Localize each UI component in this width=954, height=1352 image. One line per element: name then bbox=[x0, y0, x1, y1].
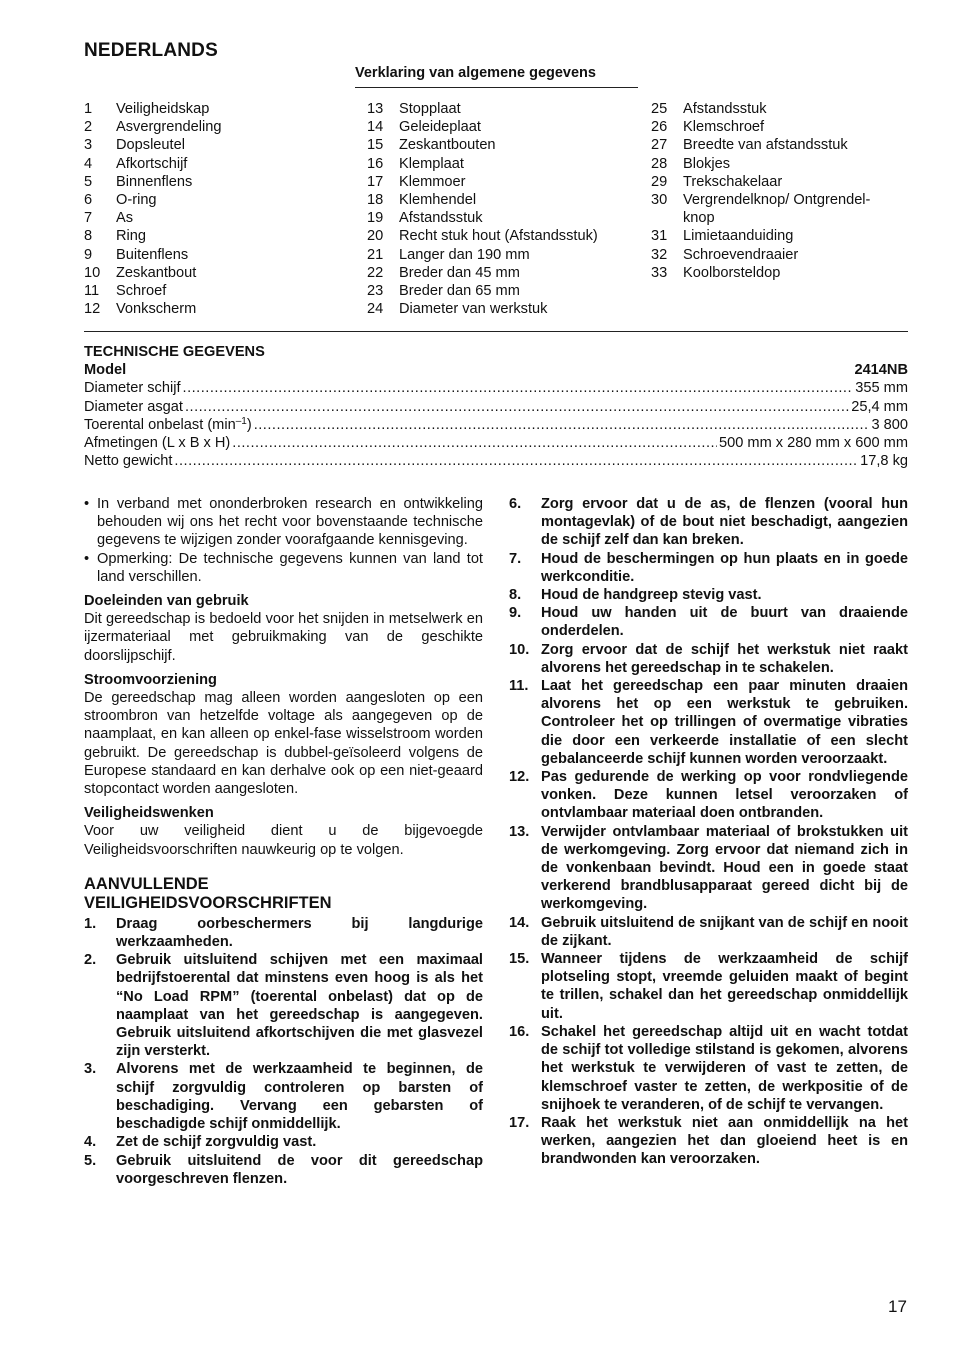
legend-item-number: 7 bbox=[84, 210, 93, 227]
spec-leader-dots bbox=[254, 416, 870, 434]
legend-item-label: Afkortschijf bbox=[116, 155, 188, 172]
safety-rule-text: Gebruik uitsluitend de voor dit gereedschap voorgeschreven flenzen. bbox=[116, 1152, 483, 1187]
legend-item-number: 30 bbox=[651, 192, 668, 209]
legend-item bbox=[651, 155, 901, 173]
safety-rule-text: Schakel het gereedschap altijd uit en wacht totdat de schijf tot volledige stilstand is gekomen, alvorens het werkstuk te verwijderen of vast te zetten, de klemschroef vaster te zetten, de werkpositie of de snijhoek te veranderen, of de schijf te vervangen. bbox=[541, 1023, 908, 1113]
legend-item-number: 11 bbox=[84, 283, 100, 300]
legend-item bbox=[84, 246, 344, 264]
safety-rule-number: 16. bbox=[509, 1023, 530, 1040]
section-text-use: Dit gereedschap is bedoeld voor het snijden in metselwerk en ijzermateriaal met gebruikmaking van de geschikte doorslijpschijf. bbox=[84, 611, 483, 664]
legend-item bbox=[84, 155, 344, 173]
legend-item bbox=[651, 246, 901, 264]
section-heading-power: Stroomvoorziening bbox=[84, 671, 217, 688]
section-divider bbox=[84, 331, 908, 332]
legend-item-label: Buitenflens bbox=[116, 246, 189, 263]
legend-item-number: 31 bbox=[651, 228, 668, 245]
legend-item-label: Zeskantbouten bbox=[399, 137, 496, 154]
legend-item-label: Geleideplaat bbox=[399, 119, 481, 136]
legend-item bbox=[367, 227, 637, 245]
legend-item bbox=[651, 264, 901, 282]
safety-rule-text: Zet de schijf zorgvuldig vast. bbox=[116, 1134, 317, 1151]
legend-item-number: 23 bbox=[367, 283, 384, 300]
legend-item-label: Limietaanduiding bbox=[683, 228, 794, 245]
legend-item bbox=[367, 282, 637, 300]
legend-item bbox=[367, 264, 637, 282]
safety-rule-text: Verwijder ontvlambaar materiaal of brokstukken uit de werkomgeving. Zorg ervoor dat niemand zich in de vonkenbaan bevindt. Houd een in goede staat verkerend brandblusapparaat gereed dicht bij de werkomgeving. bbox=[541, 823, 908, 913]
legend-item-number: 5 bbox=[84, 173, 93, 190]
safety-rule-number: 9. bbox=[509, 605, 522, 622]
spec-label: Afmetingen (L x B x H) bbox=[84, 435, 231, 452]
safety-rule-text: Houd uw handen uit de buurt van draaiende onderdelen. bbox=[541, 605, 908, 640]
spec-value: 500 mm x 280 mm x 600 mm bbox=[719, 435, 908, 452]
note-item bbox=[84, 495, 483, 550]
legend-item bbox=[367, 100, 637, 118]
legend-item-label: Veiligheidskap bbox=[116, 101, 210, 117]
legend-item bbox=[651, 136, 901, 154]
legend-item-number: 25 bbox=[651, 101, 668, 117]
safety-rule bbox=[509, 677, 908, 768]
legend-item-label: Klemplaat bbox=[399, 155, 464, 172]
legend-item-number: 3 bbox=[84, 137, 93, 154]
safety-rule-number: 10. bbox=[509, 641, 530, 658]
legend-item bbox=[651, 191, 901, 227]
legend-item-label: Schroevendraaier bbox=[683, 246, 799, 263]
legend-item bbox=[84, 136, 344, 154]
left-text-column bbox=[84, 495, 483, 1188]
legend-item-label: Binnenflens bbox=[116, 173, 193, 190]
safety-rule bbox=[509, 914, 908, 950]
safety-rule-number: 4. bbox=[84, 1134, 97, 1151]
safety-rule-text: Zorg ervoor dat u de as, de flenzen (vooral hun montagevlak) of de bout niet beschadigt, aangezien de schijf zelf dan kan breken. bbox=[541, 496, 908, 549]
bullet-icon: • bbox=[84, 550, 90, 567]
safety-rule bbox=[509, 1114, 908, 1169]
section-text-power: De gereedschap mag alleen worden aangesloten op een stroombron van hetzelfde voltage als aangegeven op de naamplaat, en kan alleen op enkel-fase wisselstroom worden gebruikt. De gereedschap is dubbel-geïsoleerd volgens de Europese standaard en kan derhalve ook op een niet-geaard stopcontact worden aangesloten. bbox=[84, 690, 483, 798]
legend-item bbox=[84, 209, 344, 227]
safety-rule bbox=[509, 550, 908, 586]
note-text: Opmerking: De technische gegevens kunnen van land tot land verschillen. bbox=[97, 550, 483, 585]
safety-rule-text: Gebruik uitsluitend schijven met een maximaal bedrijfstoerental dat minstens even hoog is als het “No Load RPM” (toerental onbelast) dat op de naamplaat van het gereedschap is aangegeven. Gebruik uitsluitend afkortschijven die met glasvezel zijn versterkt. bbox=[116, 952, 483, 1060]
legend-item-number: 1 bbox=[84, 101, 93, 117]
legend-item-number: 2 bbox=[84, 119, 93, 136]
safety-rule bbox=[509, 768, 908, 823]
safety-rule-number: 3. bbox=[84, 1061, 97, 1078]
legend-item-number: 17 bbox=[367, 173, 384, 190]
legend-item-number: 24 bbox=[367, 301, 384, 318]
safety-rule-number: 17. bbox=[509, 1114, 530, 1131]
safety-rule-number: 6. bbox=[509, 496, 522, 512]
safety-rule-number: 2. bbox=[84, 952, 97, 969]
legend-item-number: 19 bbox=[367, 210, 384, 227]
legend-item bbox=[651, 118, 901, 136]
legend-column-1 bbox=[84, 100, 344, 318]
safety-rule-text: Alvorens met de werkzaamheid te beginnen, de schijf zorgvuldig controleren op barsten of beschadiging. Vervang een gebarsten of beschadigde schijf onmiddellijk. bbox=[116, 1061, 483, 1133]
legend-item-label: Afstandsstuk bbox=[399, 210, 483, 227]
legend-item-label: Trekschakelaar bbox=[683, 173, 783, 190]
legend-item-label: Afstandsstuk bbox=[683, 101, 767, 117]
safety-rule bbox=[509, 495, 908, 550]
legend-item-number: 10 bbox=[84, 264, 101, 281]
legend-item-number: 26 bbox=[651, 119, 668, 136]
legend-item-label: Dopsleutel bbox=[116, 137, 185, 154]
legend-item bbox=[84, 118, 344, 136]
legend-item-label: O-ring bbox=[116, 192, 157, 209]
legend-item-label: Vonkscherm bbox=[116, 301, 197, 318]
legend-title: Verklaring van algemene gegevens bbox=[355, 65, 638, 88]
safety-rule-text: Houd de beschermingen op hun plaats en in goede werkconditie. bbox=[541, 550, 908, 585]
spec-value: 355 mm bbox=[855, 380, 908, 397]
legend-item-label: Klemhendel bbox=[399, 192, 477, 209]
safety-rule-number: 15. bbox=[509, 951, 530, 968]
safety-rule bbox=[84, 1152, 483, 1188]
safety-rule-text: Laat het gereedschap een paar minuten draaien alvorens het op een werkstuk te gebruiken. Controleer het op trillingen of overmatige vibraties die door een verkeerde installatie of een slecht gebalanceerde schijf kunnen worden veroorzaakt. bbox=[541, 678, 908, 767]
spec-model-row bbox=[84, 361, 908, 379]
legend-item-number: 13 bbox=[367, 101, 384, 117]
legend-item-number: 6 bbox=[84, 192, 93, 209]
right-text-column bbox=[509, 495, 908, 1169]
legend-column-3 bbox=[651, 100, 901, 282]
legend-item bbox=[84, 300, 344, 318]
page-title: NEDERLANDS bbox=[84, 40, 218, 61]
safety-rule-number: 13. bbox=[509, 823, 530, 840]
legend-item bbox=[367, 191, 637, 209]
safety-rule bbox=[509, 586, 908, 604]
safety-rule-number: 11. bbox=[509, 678, 529, 695]
legend-item-number: 32 bbox=[651, 246, 668, 263]
bullet-icon: • bbox=[84, 496, 90, 512]
legend-item bbox=[367, 300, 637, 318]
note-text: In verband met ononderbroken research en ontwikkeling behouden wij ons het recht voor bovenstaande technische gegevens te wijzigen zonder voorafgaande kennisgeving. bbox=[97, 496, 483, 549]
safety-rule bbox=[509, 823, 908, 914]
safety-rule-text: Pas gedurende de werking op voor rondvliegende vonken. Deze kunnen letsel veroorzaken of ontvlambaar materiaal doen ontbranden. bbox=[541, 769, 908, 822]
legend-item-label: Koolborsteldop bbox=[683, 264, 781, 281]
safety-rule-number: 5. bbox=[84, 1152, 97, 1169]
legend-item-number: 4 bbox=[84, 155, 93, 172]
legend-item-label: Ring bbox=[116, 228, 147, 245]
spec-leader-dots bbox=[232, 434, 717, 452]
legend-item bbox=[367, 155, 637, 173]
note-item bbox=[84, 550, 483, 586]
spec-value: 17,8 kg bbox=[860, 453, 908, 470]
legend-item-number: 9 bbox=[84, 246, 93, 263]
spec-label: Toerental onbelast $(\min^{-1})$ bbox=[84, 415, 252, 433]
spec-row bbox=[84, 379, 908, 397]
section-text-safety: Voor uw veiligheid dient u de bijgevoegde Veiligheidsvoorschriften nauwkeurig op te volgen. bbox=[84, 823, 483, 858]
legend-item bbox=[84, 191, 344, 209]
specs-title: TECHNISCHE GEGEVENS bbox=[84, 344, 265, 360]
safety-rule-number: 8. bbox=[509, 587, 522, 604]
safety-rule bbox=[509, 641, 908, 677]
section-heading-safety: Veiligheidswenken bbox=[84, 805, 214, 822]
legend-item bbox=[367, 118, 637, 136]
spec-row bbox=[84, 434, 908, 452]
legend-item-label: As bbox=[116, 210, 134, 227]
spec-model-label: Model bbox=[84, 362, 127, 379]
safety-rule bbox=[509, 1023, 908, 1114]
legend-item bbox=[84, 282, 344, 300]
safety-rule-text: Draag oorbeschermers bij langdurige werkzaamheden. bbox=[116, 915, 483, 951]
safety-rule bbox=[509, 950, 908, 1023]
spec-row bbox=[84, 416, 908, 434]
legend-item-label: Blokjes bbox=[683, 155, 731, 172]
safety-rule bbox=[84, 915, 483, 951]
safety-rule bbox=[84, 1133, 483, 1151]
legend-item-number: 14 bbox=[367, 119, 384, 136]
legend-item bbox=[367, 209, 637, 227]
legend-item-number: 29 bbox=[651, 173, 668, 190]
legend-item-label: Klemmoer bbox=[399, 173, 466, 190]
technical-specs bbox=[84, 343, 908, 470]
legend-item-number: 18 bbox=[367, 192, 384, 209]
spec-label: Netto gewicht bbox=[84, 453, 173, 470]
legend-item bbox=[84, 173, 344, 191]
legend-item-label: Stopplaat bbox=[399, 101, 461, 117]
legend-item-label: Asvergrendeling bbox=[116, 119, 222, 136]
safety-rule-number: 7. bbox=[509, 550, 522, 567]
safety-rule-text: Zorg ervoor dat de schijf het werkstuk niet raakt alvorens het gereedschap in te schakelen. bbox=[541, 641, 908, 676]
legend-item-number: 8 bbox=[84, 228, 93, 245]
safety-rule bbox=[509, 604, 908, 640]
safety-rule bbox=[84, 1060, 483, 1133]
section-heading-use: Doeleinden van gebruik bbox=[84, 593, 249, 610]
spec-leader-dots bbox=[174, 452, 858, 470]
safety-rules-list-right bbox=[509, 495, 908, 1169]
spec-label-superscript: –1 bbox=[235, 415, 247, 427]
legend-item bbox=[84, 264, 344, 282]
safety-rule-text: Wanneer tijdens de werkzaamheid de schijf plotseling stopt, vreemde geluiden maakt of begint te trillen, schakel dan het gereedschap onmiddellijk uit. bbox=[541, 951, 908, 1022]
section-heading-extra-safety: AANVULLENDE VEILIGHEIDSVOORSCHRIFTEN bbox=[84, 874, 332, 912]
legend-item-label: Langer dan 190 mm bbox=[399, 246, 530, 263]
legend-item-number: 22 bbox=[367, 264, 384, 281]
safety-rule-text: Gebruik uitsluitend de snijkant van de schijf en nooit de zijkant. bbox=[541, 914, 908, 949]
spec-row bbox=[84, 398, 908, 416]
legend-item-label: Klemschroef bbox=[683, 119, 765, 136]
spec-row bbox=[84, 452, 908, 470]
spec-leader-dots bbox=[185, 398, 849, 416]
legend-item-number: 33 bbox=[651, 264, 668, 281]
legend-item-label: Vergrendelknop/ Ontgrendel-knop bbox=[683, 192, 871, 227]
legend-item bbox=[367, 173, 637, 191]
safety-rule-number: 14. bbox=[509, 914, 530, 931]
spec-value: 3 800 bbox=[871, 416, 908, 433]
legend-item-label: Breder dan 65 mm bbox=[399, 283, 520, 300]
legend-item-number: 21 bbox=[367, 246, 384, 263]
legend-item bbox=[84, 100, 344, 118]
spec-value: 25,4 mm bbox=[851, 398, 908, 415]
legend-item bbox=[651, 100, 901, 118]
spec-model-value: 2414NB bbox=[854, 362, 908, 379]
legend-item bbox=[367, 246, 637, 264]
legend-item-number: 28 bbox=[651, 155, 668, 172]
legend-item-label: Recht stuk hout (Afstandsstuk) bbox=[399, 228, 598, 245]
legend-item bbox=[651, 173, 901, 191]
legend-item bbox=[651, 227, 901, 245]
legend-item-number: 12 bbox=[84, 301, 101, 318]
legend-item-number: 27 bbox=[651, 137, 668, 154]
legend-item-label: Zeskantbout bbox=[116, 264, 197, 281]
safety-rule-number: 1. bbox=[84, 915, 97, 932]
legend-item-label: Schroef bbox=[116, 283, 167, 300]
spec-label: Diameter schijf bbox=[84, 380, 181, 397]
legend-item-label: Diameter van werkstuk bbox=[399, 301, 548, 318]
legend-item bbox=[84, 227, 344, 245]
legend-item-number: 20 bbox=[367, 228, 384, 245]
legend-column-2 bbox=[367, 100, 637, 318]
legend-item-label: Breder dan 45 mm bbox=[399, 264, 520, 281]
safety-rule-text: Raak het werkstuk niet aan onmiddellijk na het werken, aangezien het dan gloeiend heet is en brandwonden kan veroorzaken. bbox=[541, 1114, 908, 1168]
legend-item-number: 15 bbox=[367, 137, 384, 154]
safety-rules-list-left bbox=[84, 915, 483, 1188]
safety-rule bbox=[84, 951, 483, 1060]
spec-label: Diameter asgat bbox=[84, 398, 183, 415]
page-number: 17 bbox=[888, 1297, 907, 1316]
spec-leader-dots bbox=[183, 379, 854, 397]
legend-item-label: Breedte van afstandsstuk bbox=[683, 137, 848, 154]
safety-rule-number: 12. bbox=[509, 769, 530, 786]
legend-item bbox=[367, 136, 637, 154]
safety-rule-text: Houd de handgreep stevig vast. bbox=[541, 587, 762, 604]
legend-item-number: 16 bbox=[367, 155, 384, 172]
